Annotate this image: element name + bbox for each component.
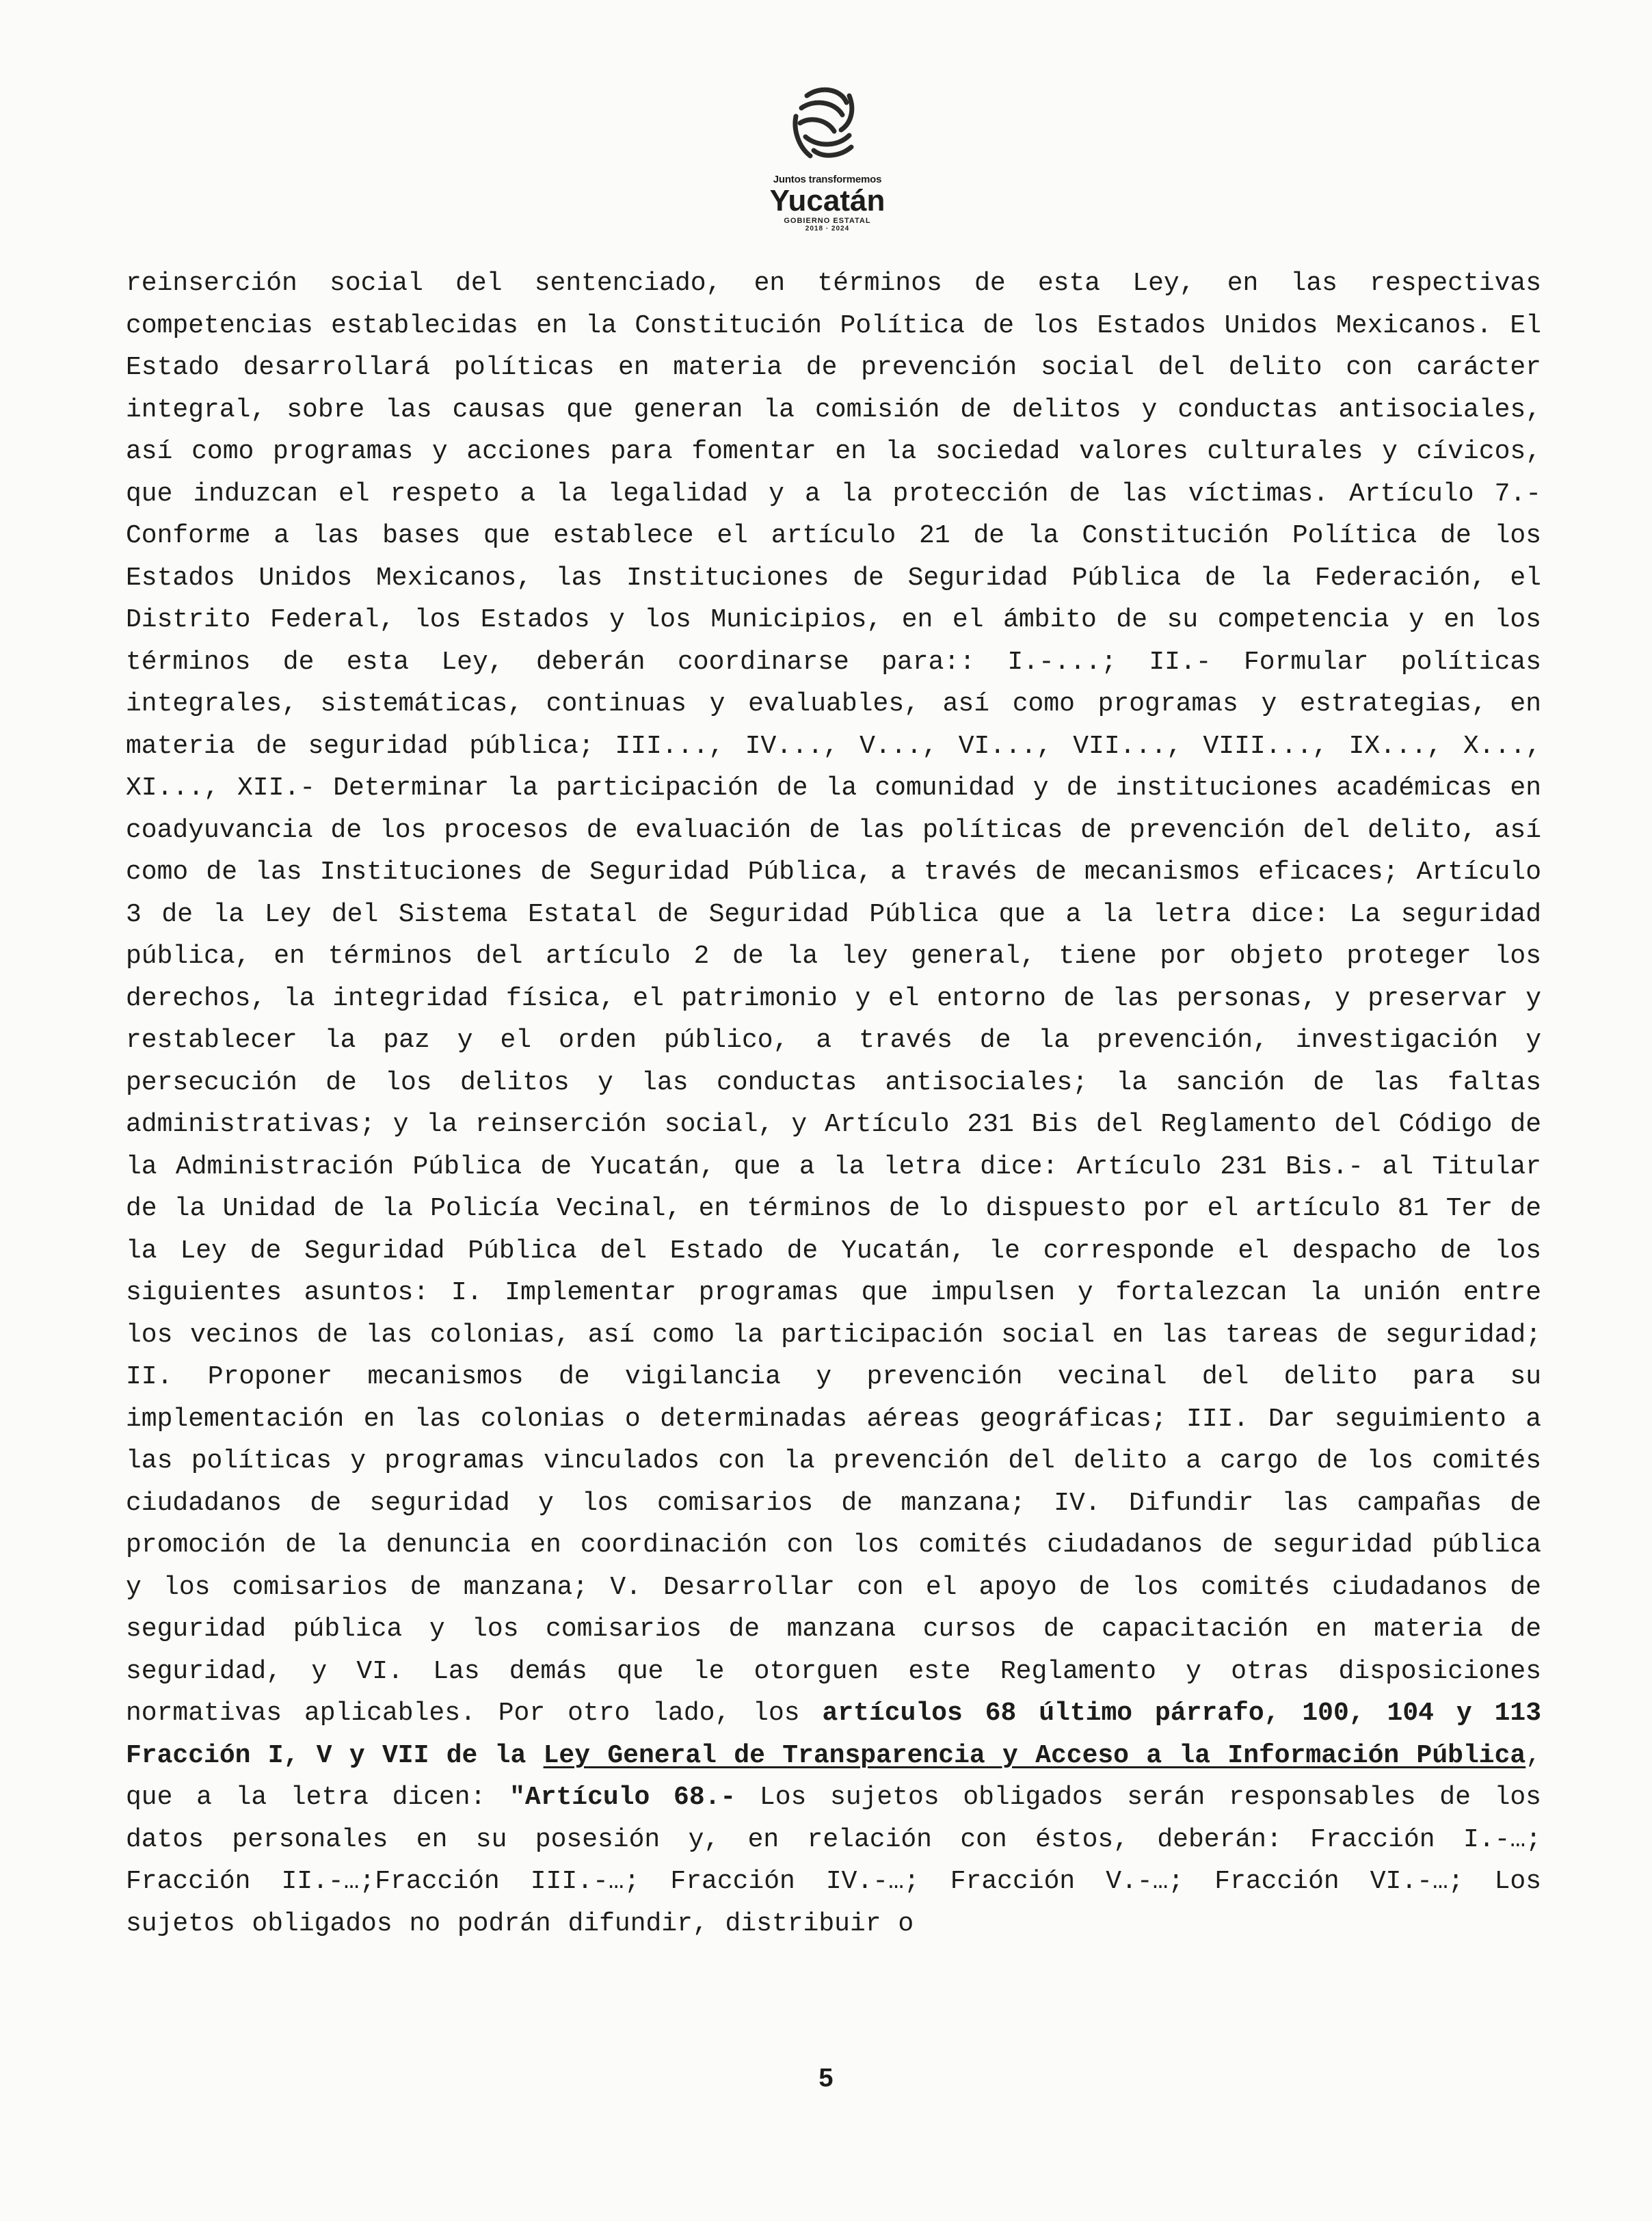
bold-article-68-quote: "Artículo 68.- bbox=[509, 1783, 736, 1812]
page-number: 5 bbox=[818, 2064, 834, 2092]
logo-subtitle: GOBIERNO ESTATAL bbox=[784, 217, 871, 225]
bold-articles-reference: artículos 68 último párrafo, 100, 104 y 113 Fracción I, V y VII de la bbox=[126, 1699, 1542, 1770]
body-paragraph bbox=[126, 263, 1541, 1945]
body-text-after-law: , que a la letra dicen: bbox=[126, 1740, 1541, 1812]
logo-name: Yucatán bbox=[769, 184, 885, 217]
law-title-underlined: Ley General de Transparencia y Acceso a la Información Pública bbox=[543, 1740, 1526, 1770]
document-body bbox=[126, 263, 1541, 1945]
logo-years: 2018 · 2024 bbox=[805, 225, 850, 232]
body-text-part-1: reinserción social del sentenciado, en términos de esta Ley, en las respectivas competencias establecidas en la Constitución Política de los Estados Unidos Mexicanos. El Estado desarrollará políticas en materia de prevención social del delito con carácter integral, sobre las causas que generan la comisión de delitos y conductas antisociales, así como programas y acciones para fomentar en la sociedad valores culturales y cívicos, que induzcan el respeto a la legalidad y a la protección de las víctimas. Artículo 7.- Conforme a las bases que establece el artículo 21 de la Constitución Política de los Estados Unidos Mexicanos, las Instituciones de Seguridad Pública de la Federación, el Distrito Federal, los Estados y los Municipios, en el ámbito de su competencia y en los términos de esta Ley, deberán coordinarse para:: I.-...; II.- Formular políticas integrales, sistemáticas, continuas y evaluables, así como programas y estrategias, en materia de seguridad pública; III..., IV..., V..., VI..., VII..., VIII..., IX..., X..., XI..., XII.- Determinar la participación de la comunidad y de instituciones académicas en coadyuvancia de los procesos de evaluación de las políticas de prevención del delito, así como de las Instituciones de Seguridad Pública, a través de mecanismos eficaces; Artículo 3 de la Ley del Sistema Estatal de Seguridad Pública que a la letra dice: La seguridad pública, en términos del artículo 2 de la ley general, tiene por objeto proteger los derechos, la integridad física, el patrimonio y el entorno de las personas, y preservar y restablecer la paz y el orden público, a través de la prevención, investigación y persecución de los delitos y las conductas antisociales; la sanción de las faltas administrativas; y la reinserción social, y Artículo 231 Bis del Reglamento del Código de la Administración Pública de Yucatán, que a la letra dice: Artículo 231 Bis.- al Titular de la Unidad de la Policía Vecinal, en términos de lo dispuesto por el artículo 81 Ter de la Ley de Seguridad Pública del Estado de Yucatán, le corresponde el despacho de los siguientes asuntos: I. Implementar programas que impulsen y fortalezcan la unión entre los vecinos de las colonias, así como la participación social en las tareas de seguridad; II. Proponer mecanismos de vigilancia y prevención vecinal del delito para su implementación en las colonias o determinadas aéreas geográficas; III. Dar seguimiento a las políticas y programas vinculados con la prevención del delito a cargo de los comités ciudadanos de seguridad y los comisarios de manzana; IV. Difundir las campañas de promoción de la denuncia en coordinación con los comités ciudadanos de seguridad pública y los comisarios de manzana; V. Desarrollar con el apoyo de los comités ciudadanos de seguridad pública y los comisarios de manzana cursos de capacitación en materia de seguridad, y VI. Las demás que le otorguen este Reglamento y otras disposiciones normativas aplicables. Por otro lado, los bbox=[126, 269, 1541, 1728]
body-text-part-2: Los sujetos obligados serán responsables de los datos personales en su posesión y, en relación con éstos, deberán: Fracción I.-…; Fracción II.-…;Fracción III.-…; Fracción IV.-…; Fracción V.-…; Fracción VI.-…; Los sujetos obligados no podrán difundir, distribuir o bbox=[126, 1783, 1541, 1939]
header-logo bbox=[711, 82, 944, 252]
yucatan-emblem-icon bbox=[786, 82, 868, 171]
logo-tagline: Juntos transformemos bbox=[773, 174, 882, 185]
